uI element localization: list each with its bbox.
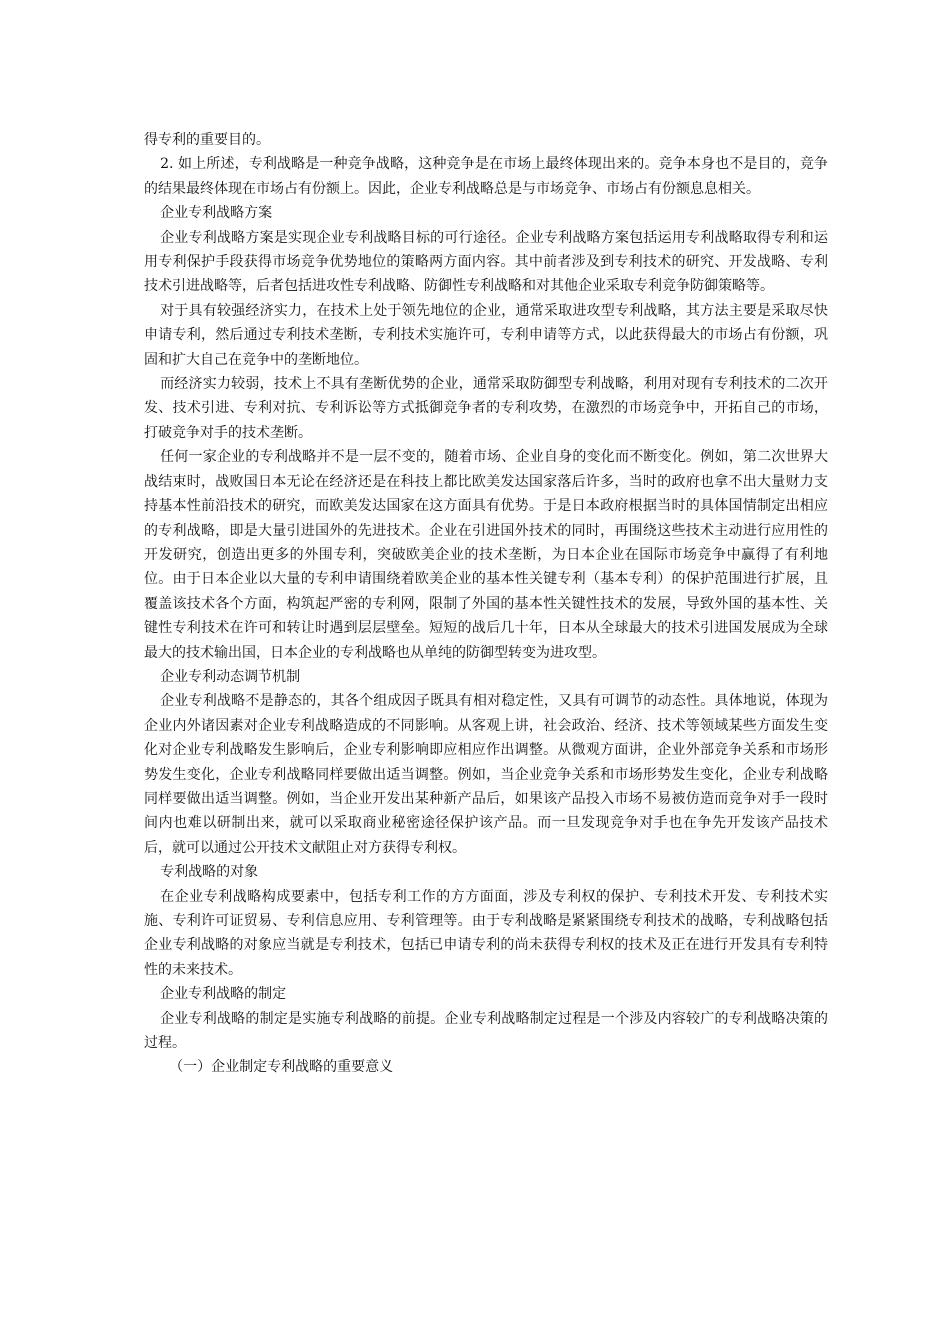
section-heading-strategy-formulation: 企业专利战略的制定 (160, 986, 287, 1003)
paragraph-strategy-formulation: 企业专利战略的制定是实施专利战略的前提。企业专利战略制定过程是一个涉及内容较广的专利战略决策的过程。 (144, 1010, 828, 1052)
paragraph-competition-strategy: 2. 如上所述，专利战略是一种竞争战略，这种竞争是在市场上最终体现出来的。竞争本身也不是目的，竞争的结果最终体现在市场占有份额上。因此，企业专利战略总是与市场竞争、市场占有份额息息相关。 (144, 156, 828, 197)
paragraph-defensive-strategy: 而经济实力较弱，技术上不具有垄断优势的企业，通常采取防御型专利战略，利用对现有专利技术的二次开发、技术引进、专利对抗、专利诉讼等方式抵御竞争者的专利攻势，在激烈的市场竞争中，开拓自己的市场，打破竞争对手的技术垄断。 (144, 376, 828, 441)
paragraph-continuation: 得专利的重要目的。 (144, 132, 270, 148)
paragraph-strategy-plan: 企业专利战略方案是实现企业专利战略目标的可行途径。企业专利战略方案包括运用专利战略取得专利和运用专利保护手段获得市场竞争优势地位的策略两方面内容。其中前者涉及到专利技术的研究、开发战略、专利技术引进战略等，后者包括进攻性专利战略、防御性专利战略和对其他企业采取专利竞争防御策略等。 (144, 229, 828, 295)
section-heading-strategy-plan: 企业专利战略方案 (160, 205, 273, 222)
paragraph-offensive-strategy: 对于具有较强经济实力，在技术上处于领先地位的企业，通常采取进攻型专利战略，其方法主要是采取尽快申请专利，然后通过专利技术垄断，专利技术实施许可，专利申请等方式，以此获得最大的市场占有份额，巩固和扩大自己在竞争中的垄断地位。 (144, 302, 828, 368)
section-heading-strategy-object: 专利战略的对象 (160, 864, 259, 881)
paragraph-strategy-object: 在企业专利战略构成要素中，包括专利工作的方方面面，涉及专利权的保护、专利技术开发、专利技术实施、专利许可证贸易、专利信息应用、专利管理等。由于专利战略是紧紧围绕专利技术的战略，专利战略包括企业专利战略的对象应当就是专利技术，包括已申请专利的尚未获得专利权的技术及正在进行开发具有专利特性的未来技术。 (144, 888, 828, 978)
document-page (144, 128, 828, 1080)
section-heading-dynamic-mechanism: 企业专利动态调节机制 (160, 668, 301, 685)
paragraph-dynamic-mechanism: 企业专利战略不是静态的，其各个组成因子既具有相对稳定性，又具有可调节的动态性。具体地说，体现为企业内外诸因素对企业专利战略造成的不同影响。从客观上讲，社会政治、经济、技术等领域某些方面发生变化对企业专利战略发生影响后，企业专利影响即应相应作出调整。从微观方面讲，企业外部竞争关系和市场形势发生变化，企业专利战略同样要做出适当调整。例如，当企业竞争关系和市场形势发生变化，企业专利战略同样要做出适当调整。例如，当企业开发出某种新产品后，如果该产品投入市场不易被仿造而竞争对手一段时间内也难以研制出来，就可以采取商业秘密途径保护该产品。而一旦发现竞争对手也在争先开发该产品技术后，就可以通过公开技术文献阻止对方获得专利权。 (144, 693, 828, 856)
paragraph-japan-example: 任何一家企业的专利战略并不是一层不变的，随着市场、企业自身的变化而不断变化。例如，第二次世界大战结束时，战败国日本无论在经济还是在科技上都比欧美发达国家落后许多，当时的政府也拿不出大量财力支持基本性前沿技术的研究，而欧美发达国家在这方面具有优势。于是日本政府根据当时的具体国情制定出相应的专利战略，即是大量引进国外的先进技术。企业在引进国外技术的同时，再围绕这些技术主动进行应用性的开发研究，创造出更多的外围专利，突破欧美企业的技术垄断，为日本企业在国际市场竞争中赢得了有利地位。由于日本企业以大量的专利申请围绕着欧美企业的基本性关键专利（基本专利）的保护范围进行扩展，且覆盖该技术各个方面，构筑起严密的专利网，限制了外国的基本性关键性技术的发展，导致外国的基本性、关键性专利技术在许可和转让时遇到层层壁垒。短短的战后几十年，日本从全球最大的技术引进国发展成为全球最大的技术输出国，日本企业的专利战略也从单纯的防御型转变为进攻型。 (144, 449, 828, 661)
subsection-heading-significance: （一）企业制定专利战略的重要意义 (169, 1059, 394, 1076)
